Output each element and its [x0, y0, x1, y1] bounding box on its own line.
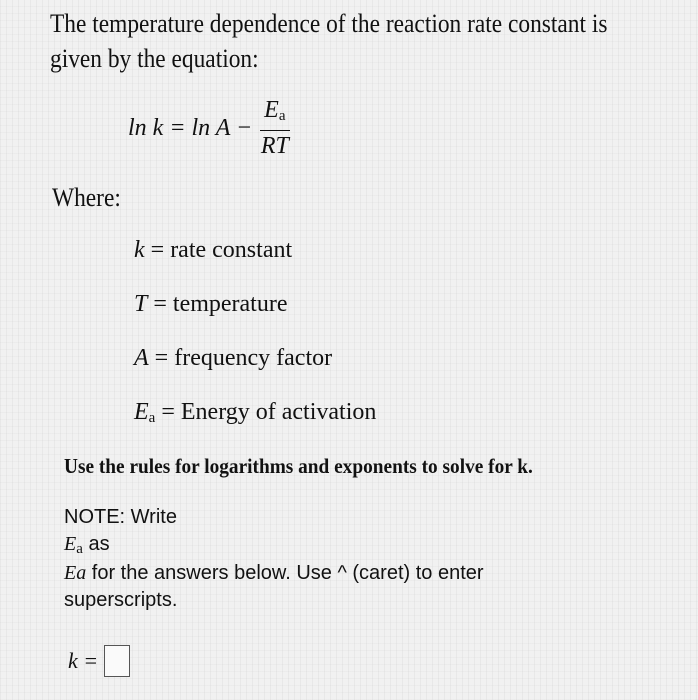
arrhenius-equation [128, 96, 290, 161]
intro-line-1: The temperature dependence of the reaction rate constant is [50, 9, 608, 38]
intro-text [50, 6, 607, 76]
answer-input[interactable] [104, 645, 130, 677]
note-line-2: $E_a$ as [64, 533, 110, 557]
answer-row [68, 645, 130, 677]
definition-k: k = rate constant [134, 237, 293, 263]
definition-ea: $E_a$ = Energy of activation [134, 399, 377, 426]
intro-line-2: given by the equation: [50, 44, 259, 73]
note-line-4: superscripts. [64, 589, 178, 611]
equation-lhs: ln k = ln A − [128, 115, 253, 141]
where-label: Where: [52, 183, 121, 212]
equation-fraction [260, 96, 289, 161]
definition-a: A = frequency factor [134, 345, 333, 371]
equation-denominator: RT [260, 133, 289, 159]
answer-label: k = [68, 648, 99, 673]
instruction-text: Use the rules for logarithms and exponents to solve for k. [64, 454, 533, 478]
definition-t: T = temperature [134, 291, 288, 317]
equation-numerator: $E_a$ [260, 96, 289, 131]
note-line-1: NOTE: Write [64, 506, 177, 528]
note-line-3: Ea for the answers below. Use ^ (caret) to enter [64, 562, 484, 584]
